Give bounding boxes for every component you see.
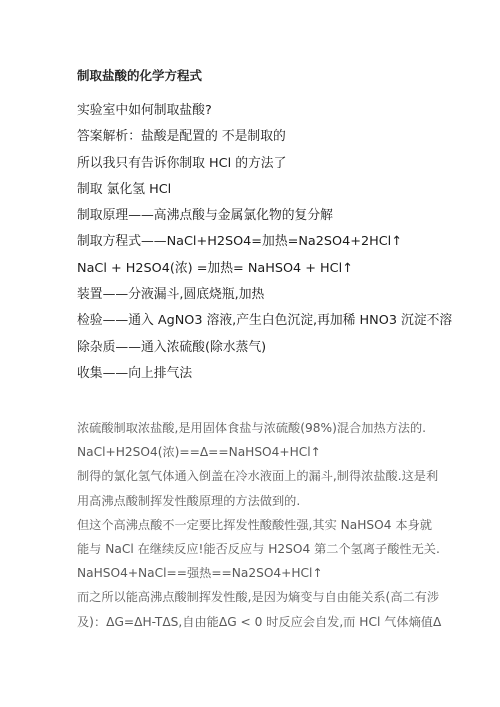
text-line: 装置——分液漏斗,圆底烧瓶,加热 <box>77 287 265 303</box>
text-line: 制取 氯化氢 HCl <box>77 181 172 197</box>
text-line: 所以我只有告诉你制取 HCl 的方法了 <box>77 155 287 171</box>
text-line: 制得的氯化氢气体通入倒盖在冷水液面上的漏斗,制得浓盐酸.这是利 <box>77 469 439 484</box>
text-line: 除杂质——通入浓硫酸(除水蒸气) <box>77 339 267 355</box>
text-line: NaHSO4+NaCl==强热==Na2SO4+HCl↑ <box>77 566 323 581</box>
document-title: 制取盐酸的化学方程式 <box>77 68 203 83</box>
text-line: 及)：ΔG=ΔH-TΔS,自由能ΔG < 0 时反应会自发,而 HCl 气体熵值Δ <box>77 614 442 629</box>
explanation-section <box>77 416 492 634</box>
text-line: 答案解析：盐酸是配置的 不是制取的 <box>77 129 286 145</box>
text-line: 用高沸点酸制挥发性酸原理的方法做到的. <box>77 493 301 508</box>
text-line: 收集——向上排气法 <box>77 365 193 381</box>
text-line: 制取原理——高沸点酸与金属氯化物的复分解 <box>77 208 333 224</box>
text-line: 能与 NaCl 在继续反应!能否反应与 H2SO4 第二个氢离子酸性无关. <box>77 541 440 556</box>
text-line: 检验——通入 AgNO3 溶液,产生白色沉淀,再加稀 HNO3 沉淀不溶 <box>77 313 453 329</box>
text-line: NaCl + H2SO4(浓) =加热= NaHSO4 + HCl↑ <box>77 260 353 276</box>
text-line: 制取方程式——NaCl+H2SO4=加热=Na2SO4+2HCl↑ <box>77 234 402 250</box>
text-line: 但这个高沸点酸不一定要比挥发性酸酸性强,其实 NaHSO4 本身就 <box>77 517 432 532</box>
text-line: 实验室中如何制取盐酸? <box>77 103 212 118</box>
qa-section <box>77 98 487 387</box>
text-line: 浓硫酸制取浓盐酸,是用固体食盐与浓硫酸(98%)混合加热方法的. <box>77 421 427 435</box>
text-line: 而之所以能高沸点酸制挥发性酸,是因为熵变与自由能关系(高二有涉 <box>77 590 440 605</box>
text-line: NaCl+H2SO4(浓)==Δ==NaHSO4+HCl↑ <box>77 445 321 460</box>
